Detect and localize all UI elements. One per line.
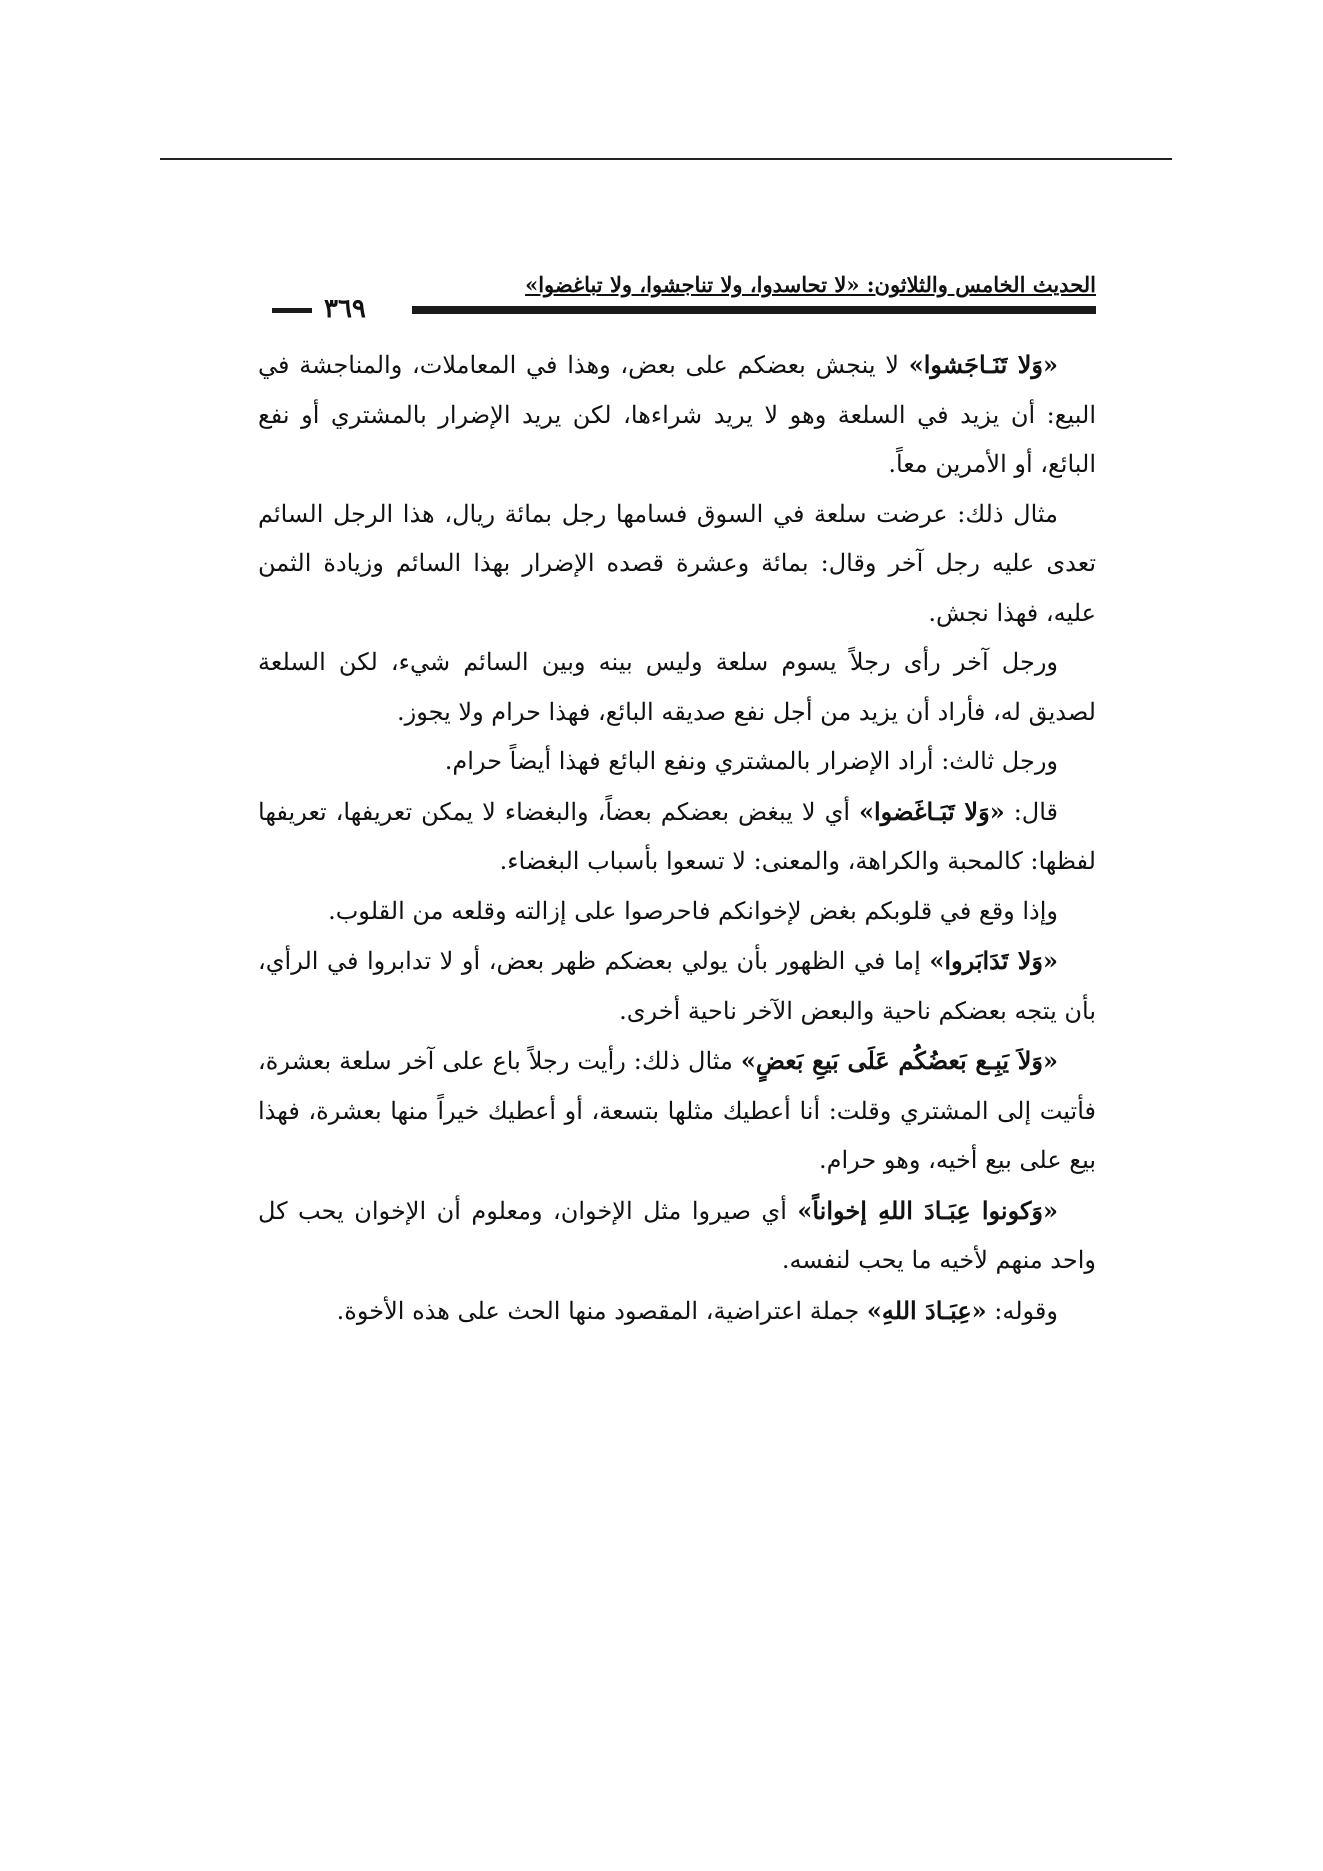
paragraph-text: لا ينجش بعضكم على بعض، وهذا في المعاملات، والمناجشة في البيع: أن يزيد في السلعة وهو لا يريد شراءها، لكن يريد الإضرار بالمشتري أو نفع البائع، أو الأمرين معاً. (258, 351, 1096, 478)
page-number-rule (272, 308, 312, 313)
paragraph-text: وإذا وقع في قلوبكم بغض لإخوانكم فاحرصوا على إزالته وقلعه من القلوب. (328, 896, 1058, 925)
paragraph-text: ورجل ثالث: أراد الإضرار بالمشتري ونفع البائع فهذا أيضاً حرام. (444, 747, 1058, 775)
paragraph-2 (258, 490, 1096, 639)
header-rule (412, 306, 1096, 314)
hadith-quote: «وَلاَ يَبِـع بَعضُكُم عَلَى بَيعِ بَعضٍ» (740, 1046, 1058, 1075)
paragraph-prefix: قال: (1004, 797, 1058, 826)
hadith-quote: «وَكونوا عِبَـادَ اللهِ إخواناً» (797, 1195, 1058, 1225)
page-number: ٣٦٩ (324, 294, 366, 324)
paragraph-10 (258, 1286, 1096, 1337)
paragraph-7 (258, 936, 1096, 1036)
paragraph-3 (258, 638, 1096, 737)
paragraph-4 (258, 737, 1096, 787)
paragraph-text: جملة اعتراضية، المقصود منها الحث على هذه الأخوة. (336, 1296, 867, 1325)
header-title: الحديث الخامس والثلاثون: «لا تحاسدوا، ولا تناجشوا، ولا تباغضوا» (525, 272, 1096, 297)
paragraph-6 (258, 887, 1096, 937)
paragraph-text: ورجل آخر رأى رجلاً يسوم سلعة وليس بينه وبين السائم شيء، لكن السلعة لصديق له، فأراد أن يزيد من أجل نفع صديقه البائع، فهذا حرام ولا يجوز. (258, 648, 1096, 726)
body-text (258, 340, 1096, 1740)
hadith-quote: «عِبَـادَ اللهِ» (866, 1295, 987, 1325)
paragraph-9 (258, 1186, 1096, 1286)
hadith-quote: «وَلا تَدَابَروا» (929, 946, 1058, 975)
top-rule (160, 158, 1172, 160)
hadith-quote: «وَلا تَبَـاغَضوا» (859, 796, 1005, 826)
paragraph-prefix: وقوله: (986, 1296, 1058, 1325)
hadith-quote: «وَلا تَنَـاجَشوا» (908, 350, 1058, 379)
paragraph-text: أي لا يبغض بعضكم بعضاً، والبغضاء لا يمكن تعريفها، تعريفها لفظها: كالمحبة والكراهة، والمعنى: لا تسعوا بأسباب البغضاء. (258, 797, 1096, 875)
paragraph-text: مثال ذلك: رأيت رجلاً باع على آخر سلعة بعشرة، فأتيت إلى المشتري وقلت: أنا أعطيك مثلها بتسعة، أو أعطيك خيراً منها بعشرة، فهذا بيع على بيع أخيه، وهو حرام. (258, 1047, 1096, 1174)
running-header (272, 272, 1096, 334)
paragraph-5 (258, 787, 1096, 887)
paragraph-text: مثال ذلك: عرضت سلعة في السوق فسامها رجل بمائة ريال، هذا الرجل السائم تعدى عليه رجل آخر وقال: بمائة وعشرة قصده الإضرار بهذا السائم وزيادة الثمن عليه، فهذا نجش. (258, 499, 1096, 627)
paragraph-8 (258, 1036, 1096, 1186)
paragraph-text: أي صيروا مثل الإخوان، ومعلوم أن الإخوان يحب كل واحد منهم لأخيه ما يحب لنفسه. (258, 1196, 1096, 1274)
paragraph-1 (258, 340, 1096, 490)
paragraph-text: إما في الظهور بأن يولي بعضكم ظهر بعض، أو لا تدابروا في الرأي، بأن يتجه بعضكم ناحية والبعض الآخر ناحية أخرى. (258, 947, 1096, 1025)
